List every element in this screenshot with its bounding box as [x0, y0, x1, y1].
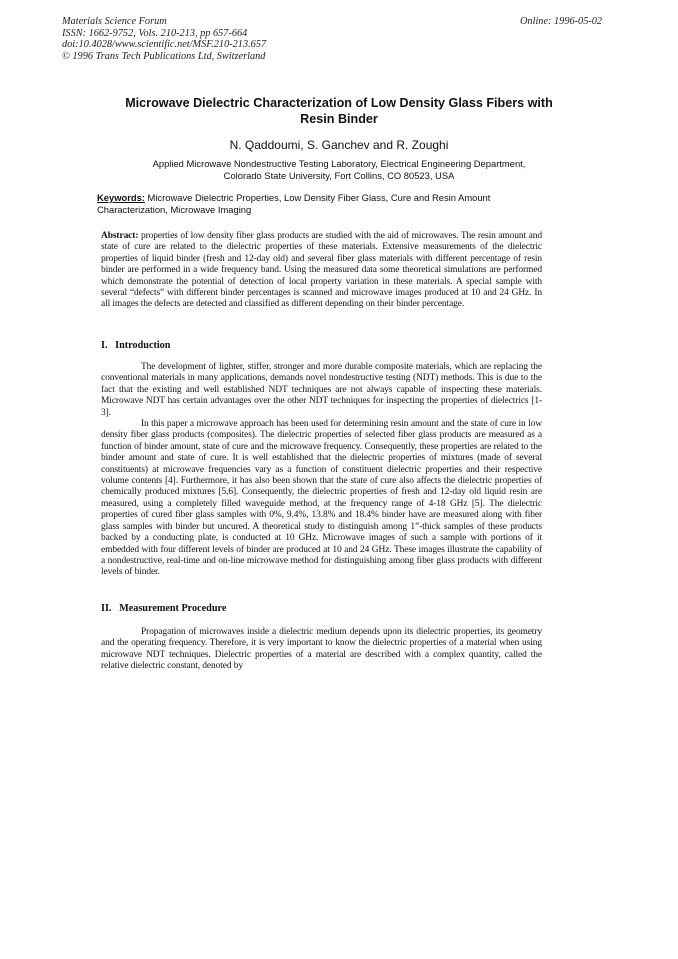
- keywords-text: Microwave Dielectric Properties, Low Density Fiber Glass, Cure and Resin Amount Characterization, Microwave Imaging: [97, 192, 491, 215]
- keywords-label: Keywords:: [97, 192, 145, 203]
- intro-paragraph-1: The development of lighter, stiffer, stronger and more durable composite materials, which are replacing the conventional materials in many applications, demands novel nondestructive testing (NDT) methods. This is due to the fact that the existing and well established NDT techniques are not always capable of inspecting these materials. Microwave NDT has certain advantages over the other NDT techniques for inspecting the properties of dielectrics [1-3].: [101, 362, 542, 418]
- keywords: [97, 192, 547, 216]
- issn-line: ISSN: 1662-9752, Vols. 210-213, pp 657-664: [62, 27, 248, 39]
- authors: N. Qaddoumi, S. Ganchev and R. Zoughi: [229, 138, 449, 152]
- abstract-label: Abstract:: [101, 231, 139, 241]
- introduction-body: [101, 362, 542, 579]
- intro-paragraph-2: In this paper a microwave approach has been used for determining resin amount and the state of cure in low density fiber glass products (composites). The dielectric properties of selected fiber glass products are measured as a function of binder amount, state of cure and the microwave frequency. Consequently, these properties are related to the binder amount and state of cure. It is well established that the dielectric properties of mixtures (made of several constituents) at microwave frequencies vary as a function of constituent dielectric properties and their respective volume contents [4]. Furthermore, it has also been shown that the state of cure also affects the dielectric properties of chemically produced mixtures [5,6]. Consequently, the dielectric properties of fresh and 12-day old liquid resin are measured, using a completely filled waveguide method, at the frequency range of 4-18 GHz [5]. The dielectric properties of cured fiber glass samples with 0%, 9.4%, 13.8% and 18.4% binder have are measured along with fiber glass samples with binder but uncured. A theoretical study to distinguish among 1”-thick samples of these products backed by a conducting plate, is conducted at 10 GHz. Microwave images of such a sample with portions of it embedded with four different levels of binder are produced at 10 and 24 GHz. These images illustrate the capability of a nondestructive, real-time and on-line microwave method for distinguishing among fiber glass products with different levels of binder.: [101, 419, 542, 578]
- section-heading-measurement: II. Measurement Procedure: [101, 603, 227, 614]
- doi-line: doi:10.4028/www.scientific.net/MSF.210-213.657: [62, 39, 267, 51]
- measurement-body: [101, 627, 542, 673]
- affiliation: [80, 158, 598, 182]
- paper-title: [80, 95, 598, 127]
- affiliation-line-2: Colorado State University, Fort Collins, CO 80523, USA: [223, 170, 455, 181]
- journal-name: Materials Science Forum: [62, 16, 167, 27]
- abstract-text: properties of low density fiber glass products are studied with the aid of microwaves. The resin amount and state of cure are related to the dielectric properties of these materials. Extensive measurements of the dielectric properties of liquid binder (fresh and 12-day old) and several fiber glass materials with different percentage of resin binder are performed in a wide frequency band. Using the measured data some theoretical simulations are performed which demonstrate the potential of detection of local property variation in these materials. A special sample with several “defects” with different binder percentages is scanned and microwave images produced at 10 and 24 GHz. In all images the defects are detected and classified as different depending on their binder percentage.: [101, 231, 542, 310]
- online-date: Online: 1996-05-02: [520, 16, 603, 27]
- affiliation-line-1: Applied Microwave Nondestructive Testing Laboratory, Electrical Engineering Department,: [152, 158, 526, 169]
- measure-paragraph-1: Propagation of microwaves inside a dielectric medium depends upon its dielectric properties, its geometry and the operating frequency. Therefore, it is very important to know the dielectric properties of a material when using microwave NDT techniques. Dielectric properties of a material are described with a complex quantity, called the relative dielectric constant, denoted by: [101, 627, 542, 672]
- copyright-line: © 1996 Trans Tech Publications Ltd, Switzerland: [62, 50, 266, 62]
- section-heading-introduction: I. Introduction: [101, 340, 171, 351]
- journal-header: [62, 16, 266, 62]
- title-line-2: Resin Binder: [300, 112, 378, 126]
- title-line-1: Microwave Dielectric Characterization of Low Density Glass Fibers with: [125, 96, 553, 110]
- abstract: [101, 231, 542, 311]
